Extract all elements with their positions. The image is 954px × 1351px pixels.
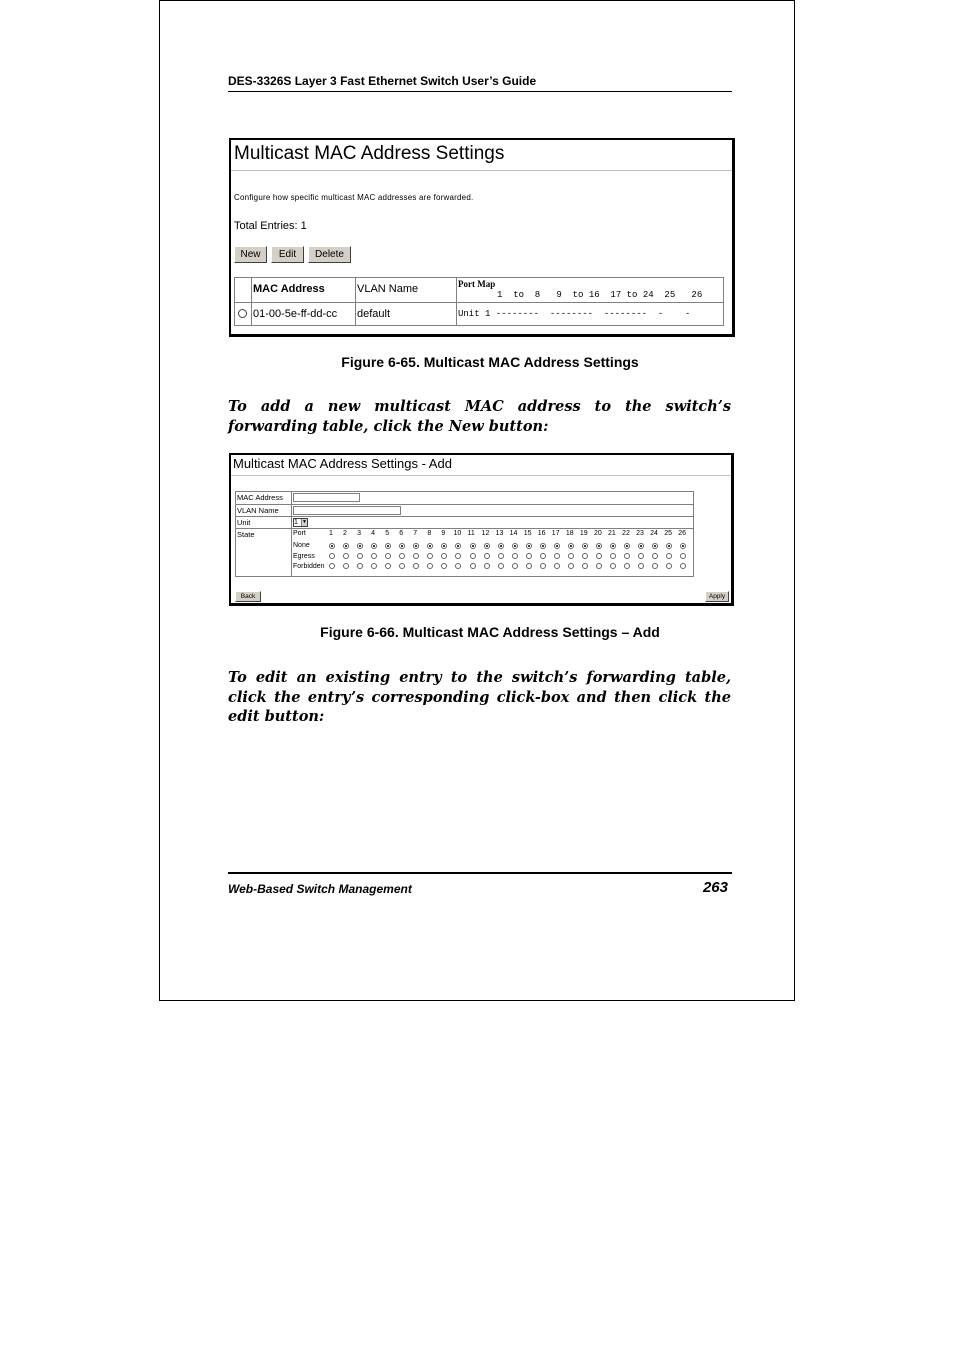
select-cell (235, 303, 251, 325)
port-number-label: 26 (678, 530, 687, 537)
port-number-label: 20 (593, 530, 602, 537)
new-button[interactable]: New (234, 246, 267, 263)
port-number-label: 16 (537, 530, 546, 537)
port-22-egress-radio[interactable] (624, 553, 630, 559)
port-26-forbidden-radio[interactable] (680, 563, 686, 569)
unit-row (236, 517, 693, 529)
portmap-cell (456, 303, 723, 325)
multicast-add-screenshot (229, 453, 734, 606)
port-number-label: 18 (565, 530, 574, 537)
multicast-settings-screenshot (229, 138, 735, 337)
port-19-forbidden-radio[interactable] (582, 563, 588, 569)
port-3-forbidden-radio[interactable] (357, 563, 363, 569)
port-17-none-radio[interactable] (554, 543, 560, 549)
port-4-forbidden-radio[interactable] (371, 563, 377, 569)
port-16-none-radio[interactable] (540, 543, 546, 549)
vlan-header-label: VLAN Name (357, 283, 419, 295)
unit-label: Unit (237, 518, 251, 527)
footer-section-title: Web-Based Switch Management (228, 882, 412, 896)
apply-button[interactable]: Apply (705, 591, 729, 602)
egress-row-label: Egress (293, 553, 315, 560)
port-7-egress-radio[interactable] (413, 553, 419, 559)
state-row (236, 529, 693, 577)
port-20-none-radio[interactable] (596, 543, 602, 549)
port-16-egress-radio[interactable] (540, 553, 546, 559)
none-row-label: None (293, 542, 310, 549)
port-number-label: 23 (636, 530, 644, 537)
vlan-name-row (236, 505, 693, 517)
port-19-egress-radio[interactable] (582, 553, 588, 559)
port-14-forbidden-radio[interactable] (512, 563, 518, 569)
port-number-label: 19 (579, 530, 588, 537)
port-8-forbidden-radio[interactable] (427, 563, 433, 569)
port-number-label: 21 (608, 530, 616, 537)
port-14-none-radio[interactable] (512, 543, 518, 549)
back-button[interactable]: Back (235, 591, 261, 602)
port-6-forbidden-radio[interactable] (399, 563, 405, 569)
mac-address-label: MAC Address (237, 493, 283, 502)
add-form (235, 491, 694, 577)
port-6-egress-radio[interactable] (399, 553, 405, 559)
vlan-name-input[interactable] (293, 506, 401, 515)
port-11-egress-radio[interactable] (470, 553, 476, 559)
port-11-forbidden-radio[interactable] (470, 563, 476, 569)
port-13-egress-radio[interactable] (498, 553, 504, 559)
table-row (235, 302, 723, 325)
port-12-forbidden-radio[interactable] (484, 563, 490, 569)
add-panel-title: Multicast MAC Address Settings - Add (233, 456, 452, 471)
mac-value: 01-00-5e-ff-dd-cc (253, 308, 338, 320)
instruction-paragraph-edit: To edit an existing entry to the switch’s forwarding table, click the entry’s corresponding click-box and then click the edit button: (228, 669, 731, 725)
port-15-none-radio[interactable] (526, 543, 532, 549)
port-1-none-radio[interactable] (329, 543, 335, 549)
port-10-egress-radio[interactable] (455, 553, 461, 559)
port-25-forbidden-radio[interactable] (666, 563, 672, 569)
port-23-none-radio[interactable] (638, 543, 644, 549)
unit-select-value: 1 (294, 519, 298, 526)
port-number-label: 7 (413, 530, 418, 537)
port-26-egress-radio[interactable] (680, 553, 686, 559)
port-number-label: 24 (650, 530, 658, 537)
select-column-header (235, 278, 251, 302)
port-17-forbidden-radio[interactable] (554, 563, 560, 569)
port-23-egress-radio[interactable] (638, 553, 644, 559)
footer-rule (228, 872, 732, 874)
port-number-label: 3 (357, 530, 361, 537)
running-header: DES-3326S Layer 3 Fast Ethernet Switch User’s Guide (228, 74, 732, 92)
port-21-forbidden-radio[interactable] (610, 563, 616, 569)
port-9-forbidden-radio[interactable] (441, 563, 447, 569)
vlan-value: default (357, 308, 391, 320)
port-24-egress-radio[interactable] (652, 553, 658, 559)
instruction-paragraph-add: To add a new multicast MAC address to the switch’s forwarding table, click the New button: (228, 398, 731, 435)
multicast-table (234, 277, 724, 326)
port-20-egress-radio[interactable] (596, 553, 602, 559)
port-12-egress-radio[interactable] (484, 553, 490, 559)
port-18-none-radio[interactable] (568, 543, 574, 549)
port-3-egress-radio[interactable] (357, 553, 363, 559)
port-11-none-radio[interactable] (470, 543, 476, 549)
port-number-label: 5 (385, 530, 390, 537)
forbidden-row-label: Forbidden (293, 563, 325, 570)
port-22-forbidden-radio[interactable] (624, 563, 630, 569)
port-7-none-radio[interactable] (413, 543, 419, 549)
port-25-egress-radio[interactable] (666, 553, 672, 559)
port-15-forbidden-radio[interactable] (526, 563, 532, 569)
port-24-none-radio[interactable] (652, 543, 658, 549)
port-8-egress-radio[interactable] (427, 553, 433, 559)
port-24-forbidden-radio[interactable] (652, 563, 658, 569)
port-number-label: 12 (481, 530, 490, 537)
port-2-none-radio[interactable] (343, 543, 349, 549)
port-3-none-radio[interactable] (357, 543, 363, 549)
port-6-none-radio[interactable] (399, 543, 405, 549)
port-number-label: 6 (399, 530, 404, 537)
total-entries: Total Entries: 1 (234, 220, 307, 232)
port-10-forbidden-radio[interactable] (455, 563, 461, 569)
port-18-forbidden-radio[interactable] (568, 563, 574, 569)
port-number-label: 1 (329, 530, 333, 537)
port-number-label: 15 (523, 530, 532, 537)
port-12-none-radio[interactable] (484, 543, 490, 549)
port-number-label: 2 (343, 530, 347, 537)
figure-caption-65: Figure 6-65. Multicast MAC Address Settings (341, 354, 639, 370)
port-number-label: 11 (467, 530, 475, 537)
port-9-egress-radio[interactable] (441, 553, 447, 559)
vlan-column-header (355, 278, 456, 302)
panel-description: Configure how specific multicast MAC addresses are forwarded. (234, 193, 474, 202)
port-18-egress-radio[interactable] (568, 553, 574, 559)
unit-select[interactable] (293, 518, 308, 527)
port-13-none-radio[interactable] (498, 543, 504, 549)
port-14-egress-radio[interactable] (512, 553, 518, 559)
port-22-none-radio[interactable] (624, 543, 630, 549)
row-separator (291, 492, 292, 504)
port-23-forbidden-radio[interactable] (638, 563, 644, 569)
port-21-egress-radio[interactable] (610, 553, 616, 559)
mac-address-input[interactable] (293, 493, 360, 502)
chevron-down-icon: ▼ (302, 519, 307, 525)
port-10-none-radio[interactable] (455, 543, 461, 549)
port-number-label: 9 (441, 530, 446, 537)
portmap-ranges: 1 to 8 9 to 16 17 to 24 25 26 (497, 290, 703, 300)
vlan-name-label: VLAN Name (237, 506, 279, 515)
port-25-none-radio[interactable] (666, 543, 672, 549)
port-20-forbidden-radio[interactable] (596, 563, 602, 569)
port-4-none-radio[interactable] (371, 543, 377, 549)
port-row-label: Port (293, 530, 306, 537)
figure-caption-66: Figure 6-66. Multicast MAC Address Settings – Add (320, 624, 660, 640)
port-17-egress-radio[interactable] (554, 553, 560, 559)
portmap-header-label: Port Map (458, 279, 496, 289)
portmap-column-header (456, 278, 723, 302)
panel-title: Multicast MAC Address Settings (234, 143, 505, 164)
mac-column-header (251, 278, 355, 302)
port-number-label: 8 (427, 530, 432, 537)
port-13-forbidden-radio[interactable] (498, 563, 504, 569)
table-header-row (235, 278, 723, 302)
port-number-label: 4 (371, 530, 376, 537)
port-number-label: 10 (453, 530, 462, 537)
add-title-divider (231, 475, 731, 476)
port-9-none-radio[interactable] (441, 543, 447, 549)
port-number-label: 22 (622, 530, 630, 537)
mac-address-row (236, 492, 693, 505)
port-21-none-radio[interactable] (610, 543, 616, 549)
port-number-label: 17 (551, 530, 560, 537)
port-19-none-radio[interactable] (582, 543, 588, 549)
port-1-egress-radio[interactable] (329, 553, 335, 559)
port-4-egress-radio[interactable] (371, 553, 377, 559)
title-divider (231, 170, 732, 171)
port-2-forbidden-radio[interactable] (343, 563, 349, 569)
port-5-none-radio[interactable] (385, 543, 391, 549)
page-number: 263 (702, 879, 728, 896)
port-5-egress-radio[interactable] (385, 553, 391, 559)
port-number-label: 14 (509, 530, 518, 537)
row-separator (291, 517, 292, 528)
row-separator (291, 505, 292, 516)
port-16-forbidden-radio[interactable] (540, 563, 546, 569)
vlan-cell (355, 303, 456, 325)
port-7-forbidden-radio[interactable] (413, 563, 419, 569)
port-26-none-radio[interactable] (680, 543, 686, 549)
port-number-label: 25 (664, 530, 672, 537)
port-2-egress-radio[interactable] (343, 553, 349, 559)
edit-button[interactable]: Edit (271, 246, 304, 263)
port-15-egress-radio[interactable] (526, 553, 532, 559)
entry-radio[interactable] (238, 309, 247, 318)
row-separator (291, 529, 292, 577)
port-1-forbidden-radio[interactable] (329, 563, 335, 569)
delete-button[interactable]: Delete (308, 246, 351, 263)
port-number-label: 13 (495, 530, 504, 537)
mac-header-label: MAC Address (253, 283, 325, 295)
state-label: State (237, 530, 255, 539)
port-5-forbidden-radio[interactable] (385, 563, 391, 569)
port-8-none-radio[interactable] (427, 543, 433, 549)
mac-cell (251, 303, 355, 325)
portmap-value: Unit 1 -------- -------- -------- - - (458, 309, 691, 319)
